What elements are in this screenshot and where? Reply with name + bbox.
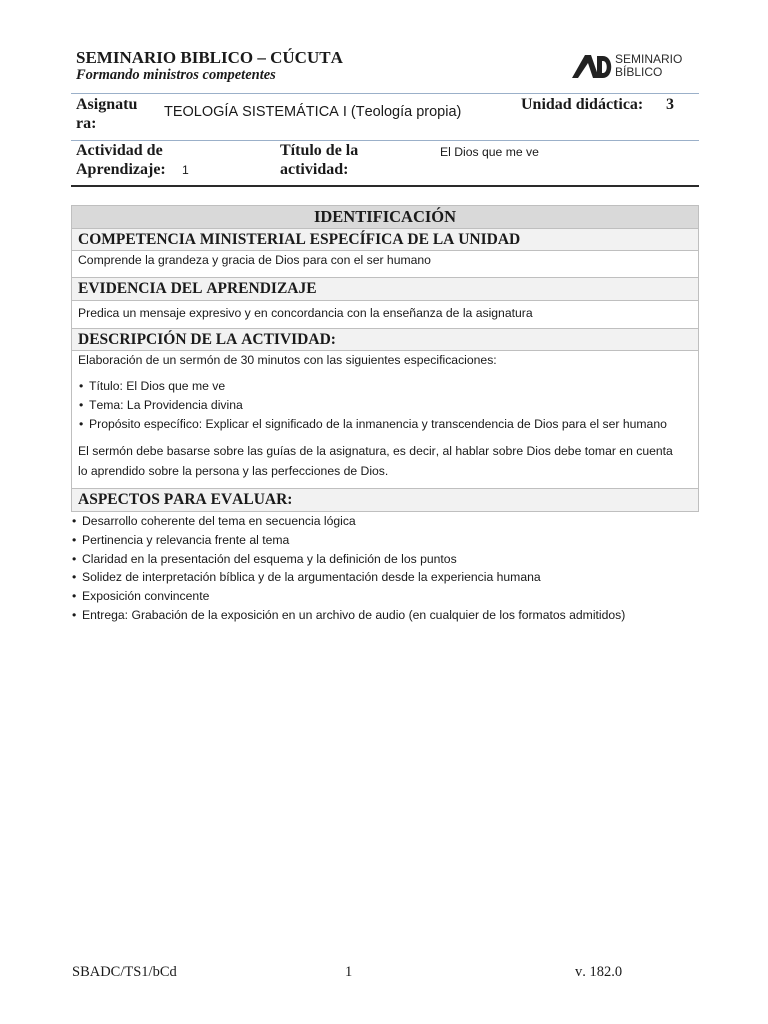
list-item [78,415,692,434]
seminary-title: SEMINARIO BIBLICO – CÚCUTA [76,48,343,67]
bullet-glyph: • [79,379,84,393]
criterion-text: Desarrollo coherente del tema en secuencia lógica [82,514,356,528]
evaluation-heading: ASPECTOS PARA EVALUAR: [72,489,698,511]
description-note: El sermón debe basarse sobre las guías de la asignatura, es decir, al hablar sobre Dios debe tomar en cuenta lo aprendido sobre la persona y las perfecciones de Dios. [78,444,673,478]
activity-title-value: El Dios que me ve [440,145,539,159]
description-body [72,351,698,489]
footer-version: v. 182.0 [575,964,623,980]
list-item [71,587,625,606]
activity-title-label: Título de la actividad: [280,142,359,178]
criterion-text: Pertinencia y relevancia frente al tema [82,532,290,547]
description-intro: Elaboración de un sermón de 30 minutos con las siguientes especificaciones: [78,353,497,367]
evidence-heading: EVIDENCIA DEL APRENDIZAJE [72,278,698,301]
bullet-glyph: • [72,607,77,622]
unit-value: 3 [666,96,674,113]
activity-label: Actividad de Aprendizaje: [76,142,166,178]
footer-document-code: SBADC/TS1/bCd [72,964,177,980]
list-item [71,606,625,625]
bullet-glyph: • [72,589,77,604]
footer-page-number: 1 [345,964,353,980]
evaluation-criteria-list [71,512,625,625]
competence-heading: COMPETENCIA MINISTERIAL ESPECÍFICA DE LA UNIDAD [72,229,698,251]
list-item [71,568,625,587]
bullet-glyph: • [72,514,77,528]
list-item [71,512,625,531]
bullet-glyph: • [79,417,84,431]
seminary-tagline: Formando ministros competentes [76,67,276,83]
list-item [71,550,625,569]
bullet-glyph: • [72,570,77,585]
identification-heading: IDENTIFICACIÓN [72,206,698,229]
list-item [78,396,692,415]
competence-text: Comprende la grandeza y gracia de Dios para con el ser humano [72,251,698,278]
subject-label: Asignatura: [76,96,138,132]
bullet-glyph: • [72,551,77,566]
bullet-glyph: • [79,398,84,412]
criterion-text: Exposición convincente [82,589,210,604]
bullet-glyph: • [72,532,77,547]
list-item [78,377,692,396]
identification-table [71,205,699,512]
criterion-text: Claridad en la presentación del esquema y la definición de los puntos [82,551,457,566]
spec-text: Título: El Dios que me ve [89,379,226,393]
logo-text-seminario: SEMINARIO [615,52,683,66]
header-divider [71,93,699,94]
specification-list [78,377,692,434]
spec-text: Propósito específico: Explicar el significado de la inmanencia y transcendencia de Dios para el ser humano [89,417,667,431]
criterion-text: Entrega: Grabación de la exposición en un archivo de audio (en cualquier de los formatos admitidos) [82,607,626,622]
spec-text: Tema: La Providencia divina [89,398,243,412]
logo-text-biblico: BÍBLICO [615,65,663,79]
criterion-text: Solidez de interpretación bíblica y de la argumentación desde la experiencia humana [82,570,541,585]
activity-value: 1 [182,163,189,177]
subject-value: TEOLOGÍA SISTEMÁTICA I (Teología propia) [164,104,462,120]
unit-label: Unidad didáctica: [521,96,644,113]
activity-divider [71,185,699,187]
description-heading: DESCRIPCIÓN DE LA ACTIVIDAD: [72,329,698,351]
list-item [71,531,625,550]
evidence-text: Predica un mensaje expresivo y en concordancia con la enseñanza de la asignatura [72,301,698,329]
ad-logo-icon [570,53,614,80]
